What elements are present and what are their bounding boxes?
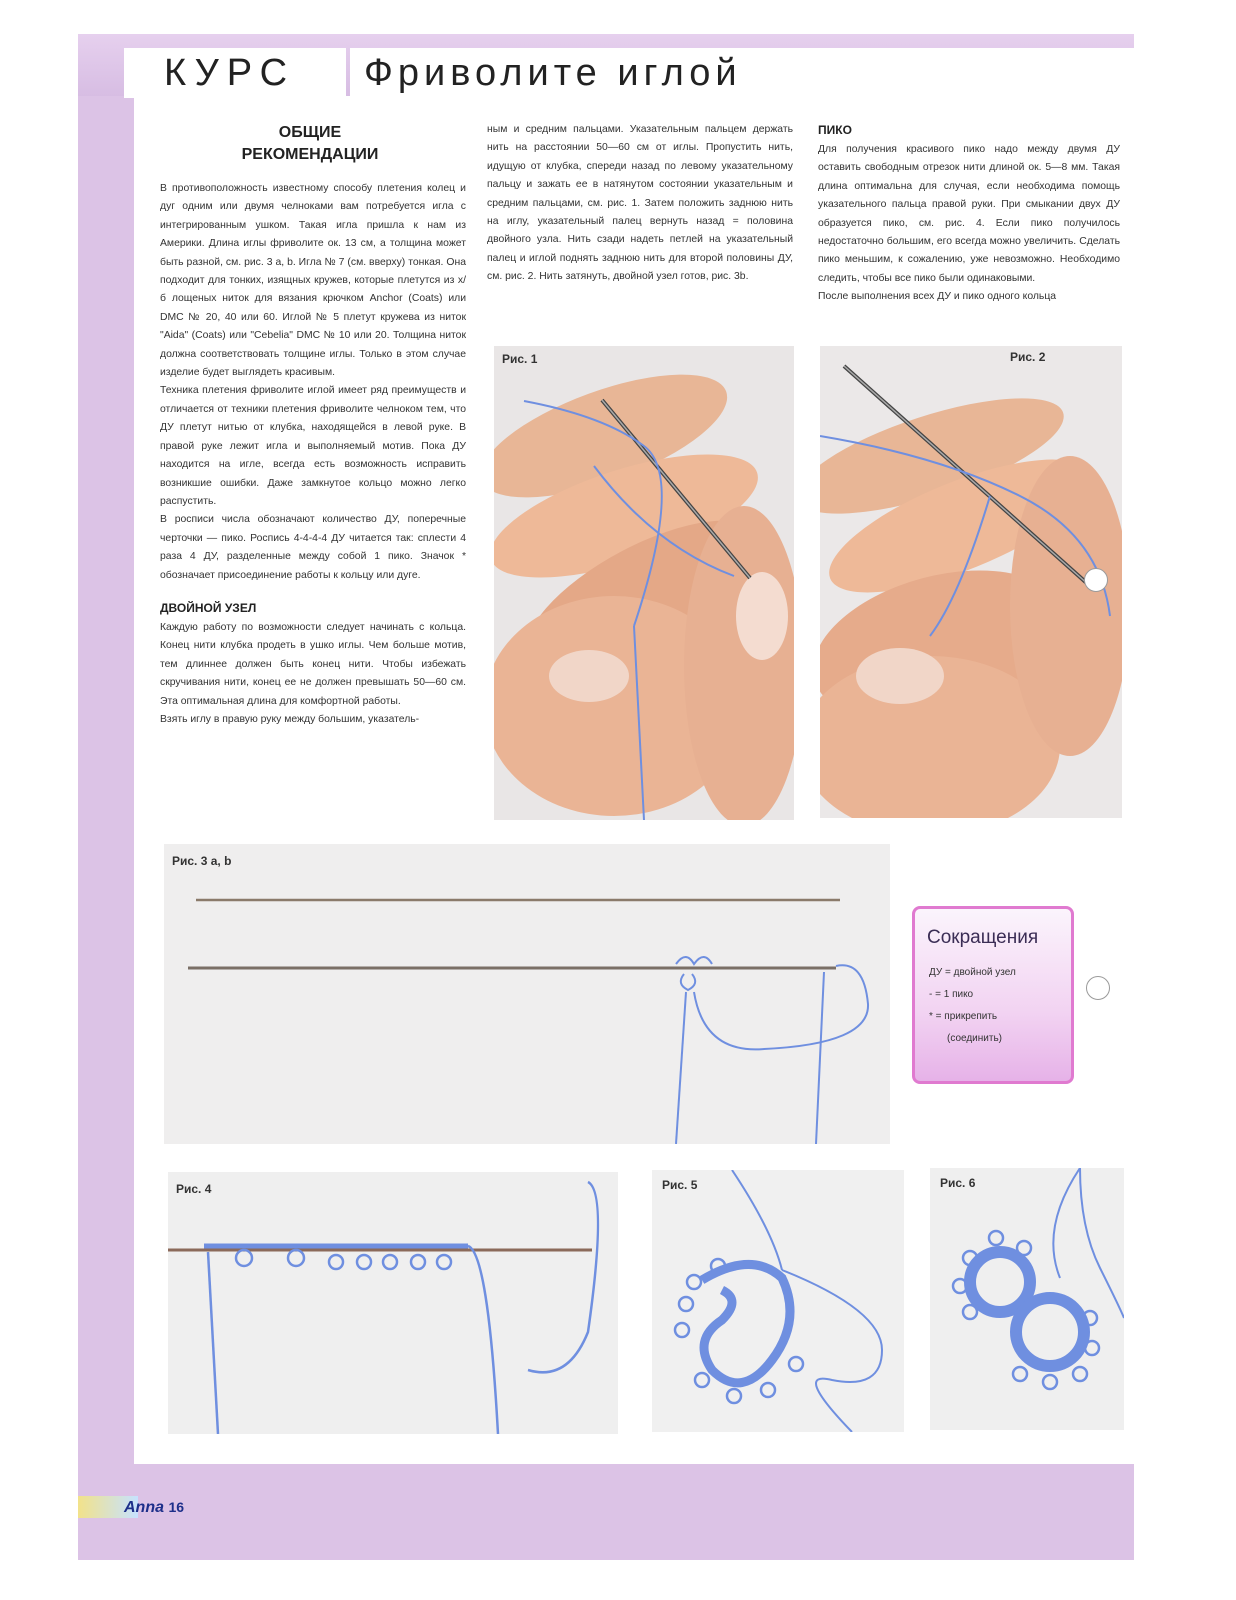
section-label: КУРС bbox=[124, 48, 346, 98]
figure-5-photo bbox=[652, 1170, 904, 1432]
section-heading-general: ОБЩИЕ РЕКОМЕНДАЦИИ bbox=[241, 124, 379, 163]
figure-5-label: Рис. 5 bbox=[662, 1178, 698, 1192]
figure-4-photo bbox=[168, 1172, 618, 1434]
binder-hole bbox=[1086, 976, 1110, 1000]
abbreviations-box bbox=[912, 906, 1074, 1084]
section-heading-double-knot: ДВОЙНОЙ УЗЕЛ bbox=[160, 600, 257, 615]
figure-3 bbox=[164, 844, 890, 1144]
column-2 bbox=[487, 121, 793, 287]
figure-2-label: Рис. 2 bbox=[1010, 350, 1046, 364]
paragraph: Для получения красивого пико надо между двумя ДУ оставить свободным отрезок нити длиной ок. 5—8 мм. Такая длина оптимальна для случая, если необходима помощь указательного пальца правой руки. При смыкании двух ДУ образуется пико, см. рис. 4. Если пико получилось недостаточно большим, его всегда можно увеличить. Сделать пико меньшим, к сожалению, уже невозможно. Необходимо следить, чтобы все пико были одинаковыми. bbox=[818, 144, 1120, 284]
abbreviation-line: (соединить) bbox=[947, 1033, 1002, 1044]
figure-4 bbox=[168, 1172, 618, 1434]
abbreviation-line: ДУ = двойной узел bbox=[929, 967, 1016, 978]
column-1 bbox=[160, 122, 466, 729]
figure-1 bbox=[494, 346, 794, 820]
figure-3-photo bbox=[164, 844, 890, 1144]
footer-bar bbox=[78, 1496, 1134, 1518]
binder-hole bbox=[1084, 568, 1108, 592]
figure-5 bbox=[652, 1170, 904, 1432]
figure-6 bbox=[930, 1168, 1124, 1430]
paragraph: Взять иглу в правую руку между большим, указатель- bbox=[160, 713, 420, 725]
paragraph: Техника плетения фриволите иглой имеет ряд преимуществ и отличается от техники плетения фриволите челноком тем, что ДУ плетут нитью от клубка, находящейся в левой руке. В правой руке лежит игла и выполняемый мотив. Пока ДУ находится на игле, всегда есть возможность исправить возникшие ошибки. Даже замкнутое кольцо можно легко распустить. bbox=[160, 385, 466, 507]
figure-1-label: Рис. 1 bbox=[502, 352, 538, 366]
figure-3-label: Рис. 3 a, b bbox=[172, 854, 232, 868]
figure-1-photo bbox=[494, 346, 794, 820]
abbreviation-line: * = прикрепить bbox=[929, 1011, 998, 1022]
figure-4-label: Рис. 4 bbox=[176, 1182, 212, 1196]
column-3 bbox=[818, 121, 1120, 307]
section-heading-picot: ПИКО bbox=[818, 123, 852, 137]
paragraph: После выполнения всех ДУ и пико одного кольца bbox=[818, 291, 1057, 303]
page-title: Фриволите иглой bbox=[350, 48, 1134, 98]
abbreviation-line: - = 1 пико bbox=[929, 989, 974, 1000]
footer-page-label bbox=[124, 1496, 184, 1519]
figure-2-photo bbox=[820, 346, 1122, 818]
figure-6-label: Рис. 6 bbox=[940, 1176, 976, 1190]
paragraph: Каждую работу по возможности следует начинать с кольца. Конец нити клубка продеть в ушко иглы. Чем больше мотив, тем длиннее должен быть конец нити. Чтобы избежать скручивания нити, конец ее не должен превышать 50—60 см. Эта оптимальная длина для комфортной работы. bbox=[160, 621, 466, 707]
figure-2 bbox=[820, 346, 1122, 818]
page-number: 16 bbox=[168, 1499, 185, 1515]
abbreviations-title: Сокращения bbox=[927, 927, 1039, 948]
paragraph: В росписи числа обозначают количество ДУ, поперечные черточки — пико. Роспись 4-4-4-4 ДУ читается так: сплести 4 раза 4 ДУ, разделенные между собой 1 пико. Значок * обозначает присоединение работы к кольцу или дуге. bbox=[160, 514, 466, 581]
figure-6-photo bbox=[930, 1168, 1124, 1430]
paragraph: ным и средним пальцами. Указательным пальцем держать нить на расстоянии 50—60 см от иглы. Пропустить нить, идущую от клубка, спереди назад по левому указательному пальцу и зажать ее в натянутом состоянии указательным и средним пальцами, см. рис. 1. Затем положить заднюю нить на иглу, указательный палец вернуть назад = половина двойного узла. Нить сзади надеть петлей на указательный палец и иглой поднять заднюю нить для второй половины ДУ, см. рис. 2. Нить затянуть, двойной узел готов, рис. 3b. bbox=[487, 124, 793, 283]
paragraph: В противоположность известному способу плетения колец и дуг одним или двумя челноками вам потребуется игла с интегрированным ушком. Такая игла пришла к нам из Америки. Длина иглы фриволите ок. 13 см, а толщина может быть разной, см. рис. 3 a, b. Игла № 7 (см. вверху) тонкая. Она подходит для тонких, изящных кружев, которые плетутся из х/б лощеных ниток для вязания крючком Anchor (Coats) или DMC № 20, 40 или 60. Иглой № 5 плетут кружева из ниток "Aida" (Coats) или "Cebelia" DMC № 10 или 20. Толщина ниток должна соответствовать толщине иглы. Только в этом случае изделие будет выглядеть красивым. bbox=[160, 183, 466, 379]
magazine-brand: Anna bbox=[124, 1499, 164, 1516]
